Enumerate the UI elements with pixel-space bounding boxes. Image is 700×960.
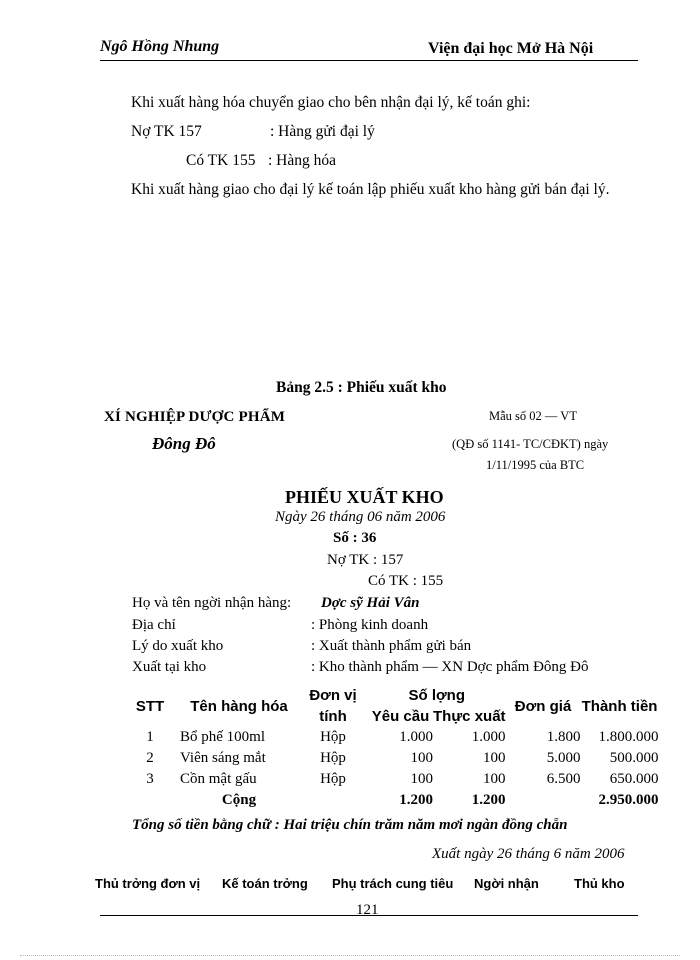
address-value: : Phòng kinh doanh (311, 617, 429, 633)
table-row (120, 727, 659, 748)
signature-storekeeper: Thủ kho (574, 876, 625, 891)
table-row (120, 769, 659, 790)
row-amount: 650.000 (609, 771, 659, 787)
page-number: 121 (356, 902, 379, 918)
receiver-value: Dợc sỹ Hải Vân (321, 595, 420, 611)
row-unit-price: 6.500 (546, 771, 581, 787)
warehouse-label: Xuất tại kho (132, 659, 207, 675)
row-unit-price: 5.000 (546, 750, 581, 766)
row-stt: 3 (146, 771, 154, 787)
row-unit: Hộp (320, 729, 346, 745)
company-name: XÍ NGHIỆP DƯỢC PHẨM (104, 409, 286, 425)
signature-head-of-unit: Thủ trởng đơn vị (95, 876, 201, 891)
issue-date: Xuất ngày 26 tháng 6 năm 2006 (432, 846, 625, 862)
header-qty-actual: Thực xuất (433, 708, 506, 725)
table-caption: Bảng 2.5 : Phiếu xuất kho (276, 379, 447, 396)
header-institution: Viện đại học Mở Hà Nội (428, 40, 594, 57)
intro-credit-description: : Hàng hóa (268, 152, 337, 169)
row-stt: 1 (146, 729, 154, 745)
table-row (120, 748, 659, 769)
header-unit: Đơn vị (309, 687, 357, 704)
receiver-label: Họ và tên ngời nhận hàng: (132, 595, 292, 611)
voucher-title: PHIẾU XUẤT KHO (285, 487, 444, 507)
row-qty-requested: 100 (410, 771, 433, 787)
header-author: Ngô Hồng Nhung (100, 38, 220, 55)
row-qty-actual: 1.000 (471, 729, 506, 745)
row-item-name: Bổ phế 100ml (180, 729, 265, 745)
form-code-line-3: 1/11/1995 của BTC (486, 458, 585, 472)
page-edge (20, 955, 680, 956)
reason-label: Lý do xuất kho (132, 638, 224, 654)
signature-supply-manager: Phụ trách cung tiêu (332, 876, 454, 891)
form-code-line-2: (QĐ số 1141- TC/CĐKT) ngày (452, 437, 609, 451)
row-qty-requested: 100 (410, 750, 433, 766)
row-amount: 1.800.000 (598, 729, 659, 745)
row-stt: 2 (146, 750, 154, 766)
row-qty-actual: 100 (483, 771, 506, 787)
form-code-line-1: Mẫu số 02 — VT (489, 409, 577, 423)
intro-line-1: Khi xuất hàng hóa chuyển giao cho bên nhận đại lý, kế toán ghi: (131, 94, 531, 111)
header-unit-line-2: tính (319, 708, 347, 725)
row-unit: Hộp (320, 771, 346, 787)
header-amount: Thành tiền (581, 697, 658, 715)
amount-in-words: Tổng số tiền bằng chữ : Hai triệu chín trăm năm mơi ngàn đồng chẵn (132, 817, 568, 833)
company-name-line-2: Đông Đô (152, 434, 216, 453)
signature-receiver: Ngời nhận (474, 876, 539, 891)
voucher-debit: Nợ TK : 157 (327, 552, 404, 568)
table-total-row (120, 790, 659, 811)
row-qty-requested: 1.000 (399, 729, 433, 745)
footer-rule (100, 915, 638, 916)
items-table (120, 685, 659, 811)
row-unit: Hộp (320, 750, 346, 766)
reason-value: : Xuất thành phẩm gửi bán (311, 638, 472, 654)
header-quantity: Số lợng (408, 687, 466, 704)
row-unit-price: 1.800 (546, 729, 581, 745)
total-label: Cộng (221, 792, 257, 808)
intro-debit-description: : Hàng gửi đại lý (270, 123, 375, 140)
header-rule (100, 60, 638, 61)
total-qty-actual: 1.200 (471, 792, 506, 808)
row-qty-actual: 100 (483, 750, 506, 766)
warehouse-value: : Kho thành phẩm — XN Dợc phẩm Đông Đô (311, 659, 589, 675)
header-stt: STT (135, 697, 165, 715)
total-qty-requested: 1.200 (399, 792, 433, 808)
table-header-row (120, 685, 659, 706)
row-item-name: Cồn mật gấu (180, 771, 257, 787)
intro-line-4: Khi xuất hàng giao cho đại lý kế toán lập phiếu xuất kho hàng gửi bán đại lý. (131, 181, 610, 198)
voucher-credit: Có TK : 155 (368, 573, 444, 589)
row-amount: 500.000 (609, 750, 659, 766)
total-amount: 2.950.000 (598, 792, 659, 808)
signature-chief-accountant: Kế toán trởng (222, 876, 308, 891)
address-label: Địa chỉ (132, 617, 176, 633)
header-item-name: Tên hàng hóa (190, 697, 288, 715)
intro-debit-account: Nợ TK 157 (131, 123, 202, 140)
header-unit-price: Đơn giá (514, 697, 572, 715)
intro-credit-account: Có TK 155 (186, 152, 256, 169)
voucher-date: Ngày 26 tháng 06 năm 2006 (275, 509, 446, 525)
voucher-number: Số : 36 (333, 530, 377, 546)
row-item-name: Viên sáng mắt (180, 750, 266, 766)
header-qty-requested: Yêu cầu (371, 708, 430, 725)
